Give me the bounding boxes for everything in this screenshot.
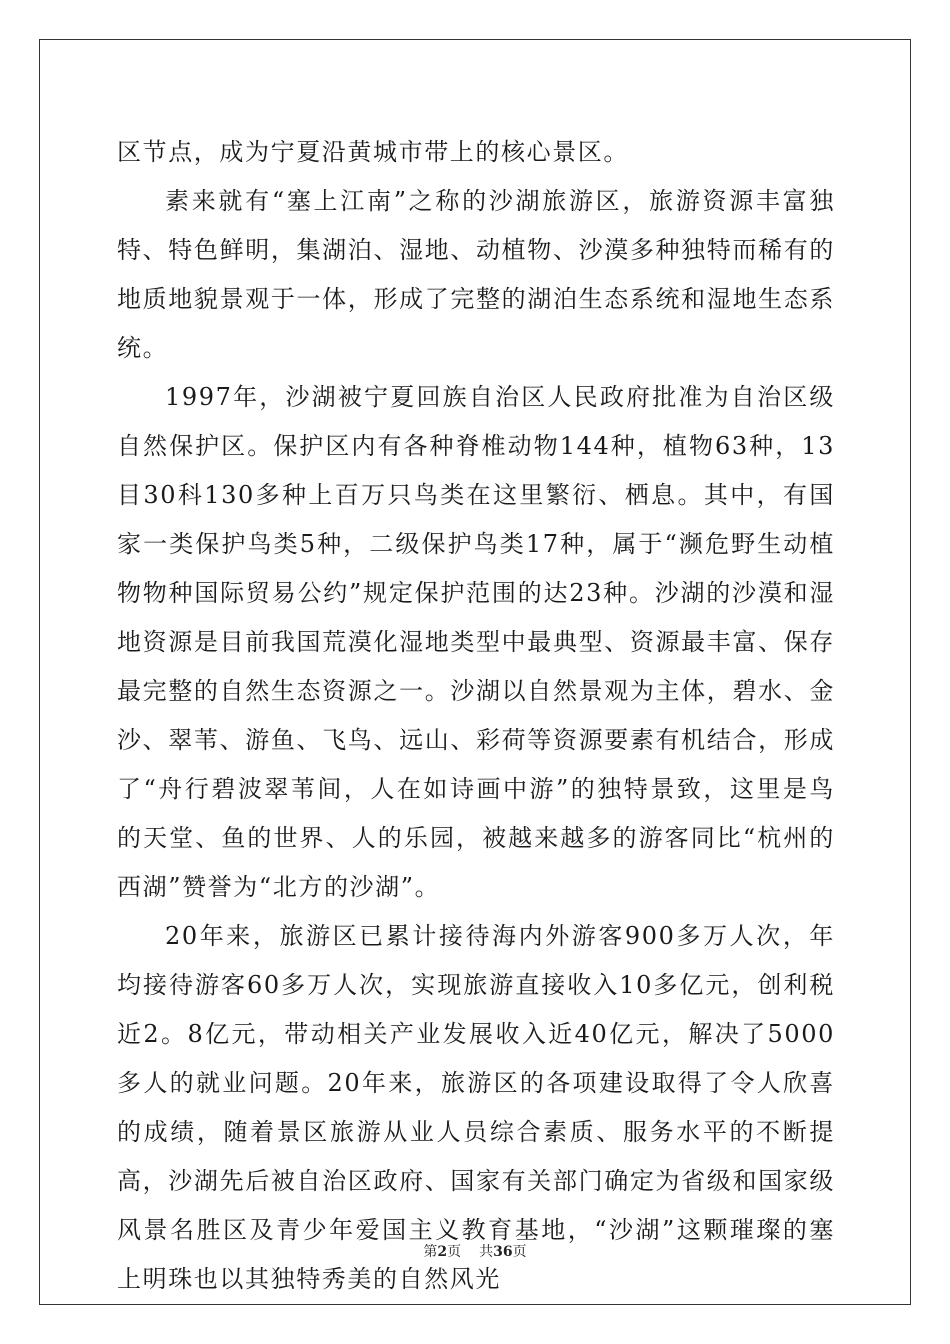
- page-footer: [0, 1243, 950, 1261]
- document-body: [117, 128, 835, 1304]
- page-total-number: 36: [493, 1244, 513, 1260]
- page-label-suffix: 页: [447, 1244, 462, 1260]
- paragraph-nature-reserve: 1997年，沙湖被宁夏回族自治区人民政府批准为自治区级自然保护区。保护区内有各种脊椎动物144种，植物63种，13目30科130多种上百万只鸟类在这里繁衍、栖息。其中，有国家一类保护鸟类5种，二级保护鸟类17种，属于“濒危野生动植物物种国际贸易公约”规定保护范围的达23种。沙湖的沙漠和湿地资源是目前我国荒漠化湿地类型中最典型、资源最丰富、保存最完整的自然生态资源之一。沙湖以自然景观为主体，碧水、金沙、翠苇、游鱼、飞鸟、远山、彩荷等资源要素有机结合，形成了“舟行碧波翠苇间，人在如诗画中游”的独特景致，这里是鸟的天堂、鱼的世界、人的乐园，被越来越多的游客同比“杭州的西湖”赞誉为“北方的沙湖”。: [117, 383, 835, 901]
- total-label-prefix: 共: [479, 1244, 494, 1260]
- page-current-number: 2: [437, 1244, 448, 1260]
- total-label-suffix: 页: [512, 1244, 527, 1260]
- paragraph-tourism-achievements: 20年来，旅游区已累计接待海内外游客900多万人次，年均接待游客60多万人次，实现旅游直接收入10多亿元，创利税近2。8亿元，带动相关产业发展收入近40亿元，解决了5000多人的就业问题。20年来，旅游区的各项建设取得了令人欣喜的成绩，随着景区旅游从业人员综合素质、服务水平的不断提高，沙湖先后被自治区政府、国家有关部门确定为省级和国家级风景名胜区及青少年爱国主义教育基地，“沙湖”这颗璀璨的塞上明珠也以其独特秀美的自然风光: [117, 922, 835, 1293]
- page-label-prefix: 第: [423, 1244, 438, 1260]
- paragraph-continuation: 区节点，成为宁夏沿黄城市带上的核心景区。: [117, 138, 629, 166]
- paragraph-overview: 素来就有“塞上江南”之称的沙湖旅游区，旅游资源丰富独特、特色鲜明，集湖泊、湿地、动植物、沙漠多种独特而稀有的地质地貌景观于一体，形成了完整的湖泊生态系统和湿地生态系统。: [117, 187, 835, 362]
